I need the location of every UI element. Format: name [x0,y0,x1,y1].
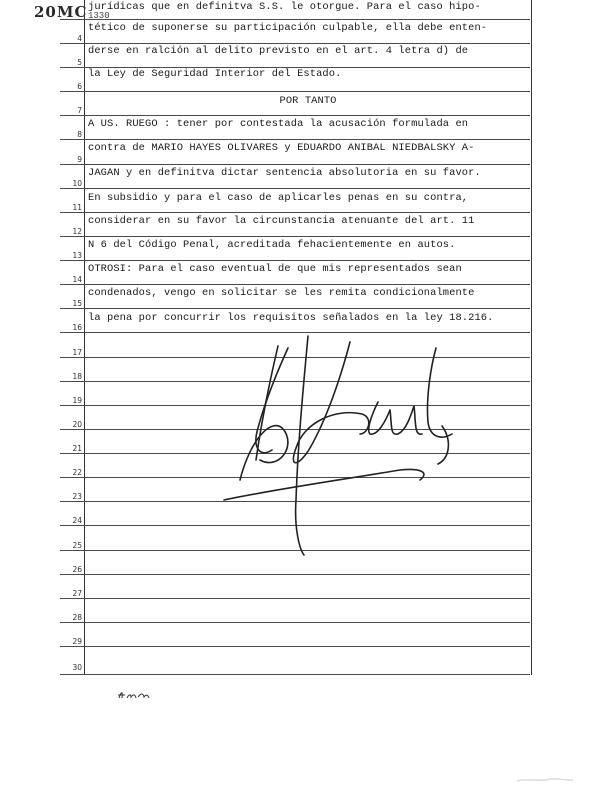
initials-mark [117,688,151,702]
ruled-line [60,212,530,213]
text-line: JAGAN y en definitva dictar sentencia absolutoria en su favor. [88,167,481,179]
ruled-line [60,43,530,44]
line-number: 14 [72,275,82,284]
text-line: N 6 del Código Penal, acreditada fehacientemente en autos. [88,239,456,251]
line-number: 10 [72,179,82,188]
archive-stamp-number: 1330 [88,11,110,21]
line-number: 12 [72,227,82,236]
text-line: tético de suponerse su participación culpable, ella debe enten- [88,22,488,34]
line-number: 5 [77,58,82,67]
line-number: 17 [72,348,82,357]
ruled-line [60,646,530,647]
line-number: 11 [72,203,82,212]
ruled-line [60,236,530,237]
text-line: condenados, vengo en solicitar se les remita condicionalmente [88,287,475,299]
ruled-line [60,19,530,20]
line-number: 6 [77,82,82,91]
line-number: 7 [77,106,82,115]
line-number: 30 [72,663,82,672]
faint-mark [515,776,575,784]
line-number: 21 [72,444,82,453]
line-number: 22 [72,468,82,477]
text-line: jurídicas que en definitva S.S. le otorgue. Para el caso hipo- [88,1,481,13]
line-number: 25 [72,541,82,550]
ruled-line [60,574,530,575]
line-number: 27 [72,589,82,598]
ruled-line [60,139,530,140]
text-line: considerar en su favor la circunstancia atenuante del art. 11 [88,215,475,227]
ruled-line [60,115,530,116]
line-number: 15 [72,299,82,308]
line-number: 26 [72,565,82,574]
ruled-line [60,91,530,92]
line-number: 16 [72,323,82,332]
ruled-line [60,260,530,261]
ruled-line [60,308,530,309]
line-number: 13 [72,251,82,260]
text-line: derse en ralción al delito previsto en el art. 4 letra d) de [88,45,469,57]
section-heading: POR TANTO [279,95,337,107]
line-number: 20 [72,420,82,429]
signature [200,330,470,570]
text-line: la Ley de Seguridad Interior del Estado. [88,68,342,80]
ruled-line [60,188,530,189]
ruled-line [60,164,530,165]
text-line: contra de MARIO HAYES OLIVARES y EDUARDO ANIBAL NIEDBALSKY A- [88,142,475,154]
archive-stamp: 20MС [34,3,88,21]
text-line: la pena por concurrir los requisitos señalados en la ley 18.216. [88,312,494,324]
line-number: 8 [77,130,82,139]
line-number: 24 [72,516,82,525]
text-line: A US. RUEGO : tener por contestada la acusación formulada en [88,118,469,130]
ruled-line [60,284,530,285]
line-number: 23 [72,492,82,501]
line-number: 29 [72,637,82,646]
line-number: 4 [77,34,82,43]
text-line: En subsidio y para el caso de aplicarles penas en su contra, [88,192,469,204]
text-line: OTROSI: Para el caso eventual de que mis representados sean [88,263,462,275]
ruled-line [60,598,530,599]
ruled-line [60,622,530,623]
line-number: 9 [77,155,82,164]
ruled-line [60,674,530,675]
line-number: 18 [72,372,82,381]
line-number: 19 [72,396,82,405]
line-number: 28 [72,613,82,622]
